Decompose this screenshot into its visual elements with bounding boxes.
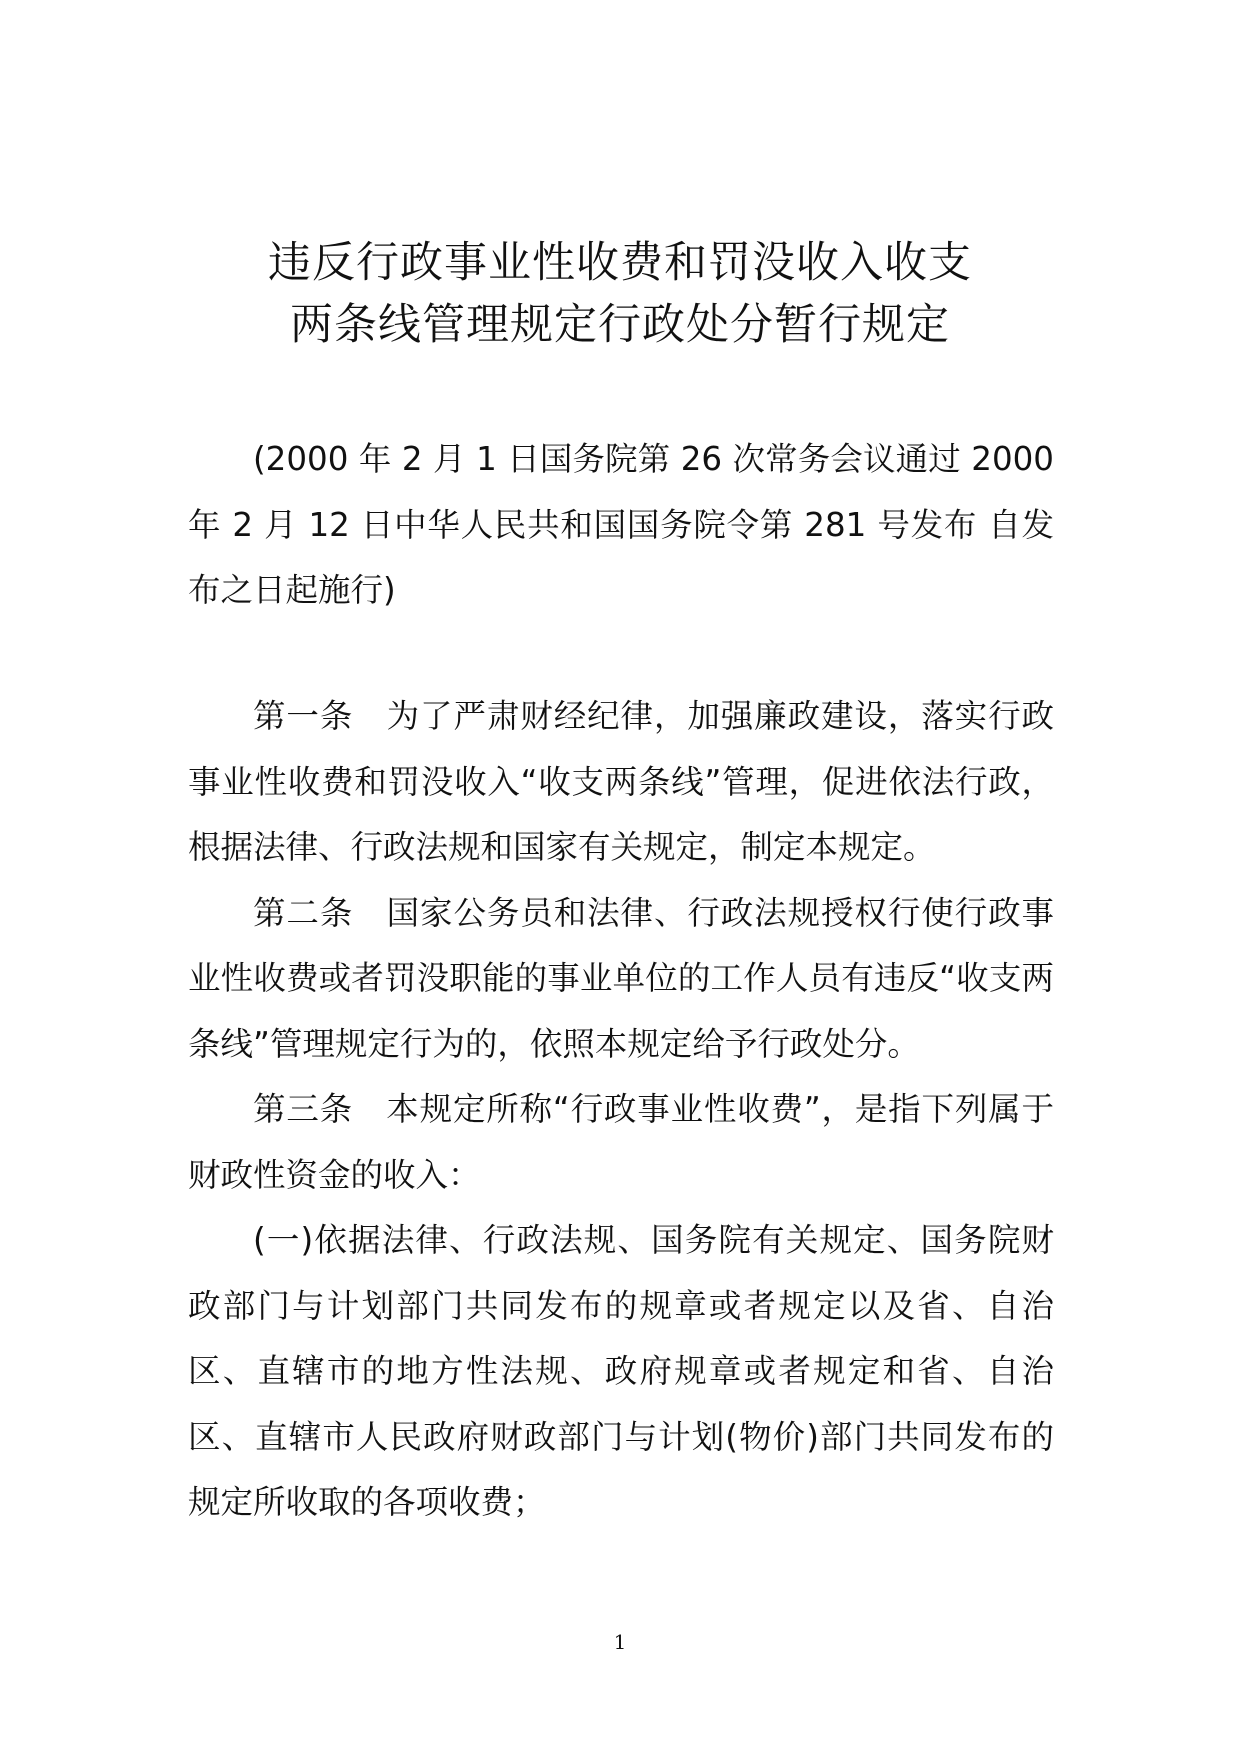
article-3: 第三条 本规定所称“行政事业性收费”，是指下列属于财政性资金的收入： (188, 1090, 1054, 1194)
article-1: 第一条 为了严肃财经纪律，加强廉政建设，落实行政事业性收费和罚没收入“收支两条线”管理，促进依法行政，根据法律、行政法规和国家有关规定，制定本规定。 (188, 697, 1054, 866)
adoption-note (188, 427, 1054, 624)
title-line-2: 两条线管理规定行政处分暂行规定 (290, 300, 950, 350)
article-3-item-1: (一)依据法律、行政法规、国务院有关规定、国务院财政部门与计划部门共同发布的规章或者规定以及省、自治区、直辖市的地方性法规、政府规章或者规定和省、自治区、直辖市人民政府财政部门与计划(物价)部门共同发布的规定所收取的各项收费； (188, 1221, 1054, 1521)
article-2: 第二条 国家公务员和法律、行政法规授权行使行政事业性收费或者罚没职能的事业单位的工作人员有违反“收支两条线”管理规定行为的，依照本规定给予行政处分。 (188, 893, 1054, 1063)
adoption-note-text: (2000 年 2 月 1 日国务院第 26 次常务会议通过 2000 年 2 月 12 日中华人民共和国国务院令第 281 号发布 自发布之日起施行) (188, 440, 1054, 609)
document-title (150, 232, 1090, 356)
page-number: 1 (613, 1630, 627, 1654)
articles-section (188, 684, 1054, 1536)
title-line-1: 违反行政事业性收费和罚没收入收支 (268, 238, 972, 288)
